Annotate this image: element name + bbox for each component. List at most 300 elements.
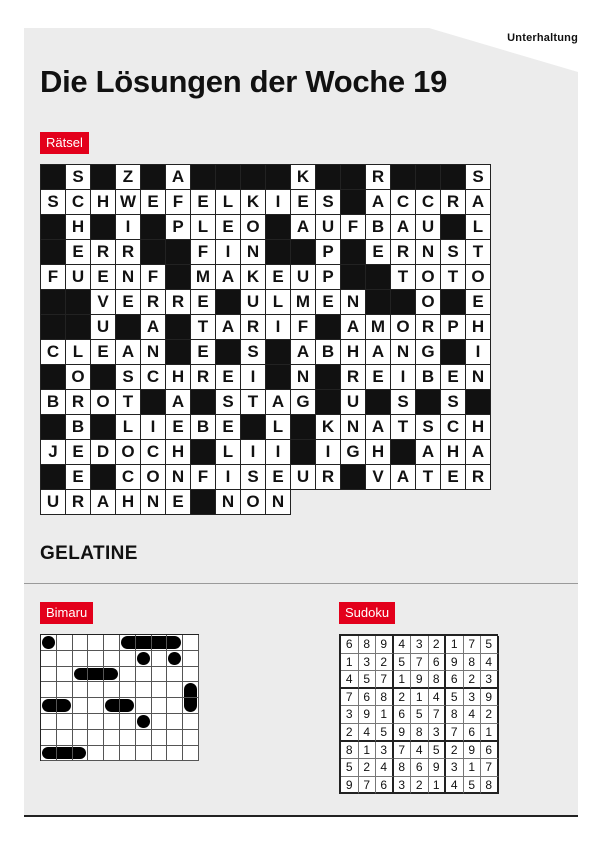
letter-cell: R	[91, 240, 116, 265]
letter-cell: T	[391, 415, 416, 440]
letter-cell: O	[416, 265, 441, 290]
water-cell	[152, 714, 168, 730]
letter-cell: B	[191, 415, 216, 440]
ship-end-left	[41, 746, 57, 762]
letter-cell: L	[266, 415, 291, 440]
water-cell	[88, 651, 104, 667]
black-cell	[441, 165, 466, 190]
submarine-segment	[136, 714, 152, 730]
letter-cell: I	[266, 315, 291, 340]
black-cell	[466, 390, 491, 415]
black-cell	[366, 390, 391, 415]
black-cell	[441, 290, 466, 315]
black-cell	[41, 465, 66, 490]
letter-cell: E	[166, 415, 191, 440]
black-cell	[141, 215, 166, 240]
letter-cell: H	[441, 440, 466, 465]
water-cell	[152, 746, 168, 762]
letter-cell: E	[266, 265, 291, 290]
letter-cell: R	[366, 165, 391, 190]
letter-cell: Z	[116, 165, 141, 190]
black-cell	[341, 465, 366, 490]
letter-cell: E	[266, 465, 291, 490]
sudoku-cell: 9	[341, 777, 359, 795]
black-cell	[316, 365, 341, 390]
sudoku-cell: 4	[446, 777, 464, 795]
letter-cell: H	[466, 415, 491, 440]
letter-cell: S	[41, 190, 66, 215]
letter-cell: H	[91, 190, 116, 215]
letter-cell: C	[141, 440, 166, 465]
crossword-grid	[40, 164, 491, 515]
letter-cell: C	[391, 190, 416, 215]
letter-cell: H	[166, 365, 191, 390]
sudoku-cell: 8	[429, 671, 447, 689]
water-cell	[57, 651, 73, 667]
sudoku-cell: 5	[446, 689, 464, 707]
letter-cell: I	[241, 365, 266, 390]
letter-cell: U	[66, 265, 91, 290]
letter-cell: O	[391, 315, 416, 340]
letter-cell: M	[191, 265, 216, 290]
sudoku-cell: 6	[429, 654, 447, 672]
letter-cell: A	[391, 215, 416, 240]
letter-cell: F	[191, 465, 216, 490]
black-cell	[366, 290, 391, 315]
empty-space	[291, 490, 316, 515]
sudoku-cell: 6	[464, 724, 482, 742]
sudoku-cell: 5	[376, 724, 394, 742]
letter-cell: N	[141, 490, 166, 515]
sudoku-cell: 6	[481, 742, 499, 760]
letter-cell: R	[241, 315, 266, 340]
empty-space	[366, 490, 391, 515]
sudoku-cell: 7	[394, 742, 412, 760]
letter-cell: U	[341, 390, 366, 415]
sudoku-cell: 6	[376, 777, 394, 795]
letter-cell: C	[41, 340, 66, 365]
sudoku-cell: 8	[464, 654, 482, 672]
letter-cell: O	[241, 215, 266, 240]
letter-cell: O	[141, 465, 166, 490]
letter-cell: R	[341, 365, 366, 390]
letter-cell: A	[266, 390, 291, 415]
letter-cell: E	[166, 490, 191, 515]
black-cell	[216, 165, 241, 190]
water-cell	[104, 635, 120, 651]
sudoku-cell: 5	[341, 759, 359, 777]
sudoku-cell: 1	[411, 689, 429, 707]
black-cell	[91, 415, 116, 440]
black-cell	[341, 265, 366, 290]
letter-cell: I	[266, 440, 291, 465]
letter-cell: D	[91, 440, 116, 465]
letter-cell: S	[441, 240, 466, 265]
letter-cell: A	[166, 390, 191, 415]
sudoku-cell: 3	[359, 654, 377, 672]
black-cell	[341, 165, 366, 190]
water-cell	[73, 714, 89, 730]
sudoku-cell: 7	[429, 706, 447, 724]
sudoku-cell: 4	[341, 671, 359, 689]
letter-cell: E	[216, 215, 241, 240]
letter-cell: L	[466, 215, 491, 240]
sudoku-cell: 7	[464, 636, 482, 654]
black-cell	[341, 190, 366, 215]
water-cell	[73, 730, 89, 746]
letter-cell: A	[291, 340, 316, 365]
letter-cell: P	[441, 315, 466, 340]
sudoku-cell: 6	[446, 671, 464, 689]
letter-cell: F	[41, 265, 66, 290]
water-cell	[104, 746, 120, 762]
letter-cell: O	[466, 265, 491, 290]
letter-cell: U	[41, 490, 66, 515]
black-cell	[191, 390, 216, 415]
water-cell	[136, 698, 152, 714]
letter-cell: L	[66, 340, 91, 365]
letter-cell: B	[316, 340, 341, 365]
letter-cell: E	[216, 415, 241, 440]
sudoku-cell: 1	[481, 724, 499, 742]
black-cell	[41, 315, 66, 340]
sudoku-cell: 1	[359, 742, 377, 760]
black-cell	[141, 390, 166, 415]
black-cell	[291, 240, 316, 265]
water-cell	[152, 682, 168, 698]
sudoku-cell: 4	[359, 724, 377, 742]
letter-cell: A	[216, 265, 241, 290]
empty-space	[416, 490, 441, 515]
water-cell	[88, 635, 104, 651]
letter-cell: N	[166, 465, 191, 490]
letter-cell: B	[366, 215, 391, 240]
letter-cell: F	[341, 215, 366, 240]
letter-cell: R	[441, 190, 466, 215]
section-divider	[24, 583, 578, 584]
water-cell	[136, 730, 152, 746]
bimaru-tag: Bimaru	[40, 602, 93, 624]
letter-cell: F	[166, 190, 191, 215]
sudoku-cell: 2	[464, 671, 482, 689]
sudoku-cell: 7	[446, 724, 464, 742]
ship-end-right	[104, 667, 120, 683]
water-cell	[152, 730, 168, 746]
water-cell	[88, 746, 104, 762]
water-cell	[104, 682, 120, 698]
ship-end-right	[57, 698, 73, 714]
letter-cell: H	[341, 340, 366, 365]
letter-cell: E	[291, 190, 316, 215]
sudoku-cell: 7	[481, 759, 499, 777]
sudoku-cell: 3	[376, 742, 394, 760]
letter-cell: E	[91, 340, 116, 365]
black-cell	[416, 390, 441, 415]
letter-cell: E	[466, 290, 491, 315]
sudoku-cell: 1	[446, 636, 464, 654]
letter-cell: U	[416, 215, 441, 240]
letter-cell: A	[166, 165, 191, 190]
water-cell	[136, 667, 152, 683]
letter-cell: U	[316, 215, 341, 240]
sudoku-cell: 2	[341, 724, 359, 742]
sudoku-cell: 5	[359, 671, 377, 689]
letter-cell: H	[66, 215, 91, 240]
black-cell	[41, 290, 66, 315]
water-cell	[57, 730, 73, 746]
empty-space	[466, 490, 491, 515]
water-cell	[183, 714, 199, 730]
letter-cell: C	[141, 365, 166, 390]
black-cell	[191, 440, 216, 465]
black-cell	[41, 365, 66, 390]
letter-cell: I	[316, 440, 341, 465]
sudoku-cell: 4	[394, 636, 412, 654]
letter-cell: J	[41, 440, 66, 465]
sudoku-cell: 4	[464, 706, 482, 724]
water-cell	[183, 746, 199, 762]
letter-cell: L	[191, 215, 216, 240]
black-cell	[91, 365, 116, 390]
water-cell	[183, 651, 199, 667]
letter-cell: C	[441, 415, 466, 440]
sudoku-cell: 3	[394, 777, 412, 795]
water-cell	[152, 651, 168, 667]
ship-end-right	[167, 635, 183, 651]
black-cell	[316, 165, 341, 190]
ship-end-left	[73, 667, 89, 683]
sudoku-cell: 3	[481, 671, 499, 689]
letter-cell: N	[391, 340, 416, 365]
water-cell	[41, 651, 57, 667]
letter-cell: C	[416, 190, 441, 215]
sudoku-cell: 5	[464, 777, 482, 795]
black-cell	[291, 415, 316, 440]
letter-cell: G	[416, 340, 441, 365]
letter-cell: S	[241, 465, 266, 490]
water-cell	[88, 682, 104, 698]
sudoku-cell: 1	[464, 759, 482, 777]
letter-cell: T	[191, 315, 216, 340]
sudoku-cell: 5	[394, 654, 412, 672]
water-cell	[88, 730, 104, 746]
letter-cell: I	[141, 415, 166, 440]
black-cell	[266, 340, 291, 365]
letter-cell: N	[341, 290, 366, 315]
letter-cell: R	[66, 390, 91, 415]
sudoku-cell: 6	[394, 706, 412, 724]
letter-cell: K	[241, 265, 266, 290]
ship-end-left	[120, 635, 136, 651]
water-cell	[183, 635, 199, 651]
sudoku-cell: 2	[376, 654, 394, 672]
letter-cell: A	[366, 190, 391, 215]
letter-cell: E	[441, 365, 466, 390]
letter-cell: E	[191, 290, 216, 315]
water-cell	[73, 698, 89, 714]
sudoku-cell: 6	[359, 689, 377, 707]
ship-end-top	[183, 682, 199, 698]
water-cell	[167, 730, 183, 746]
ship-end-right	[120, 698, 136, 714]
sudoku-cell: 1	[394, 671, 412, 689]
letter-cell: F	[291, 315, 316, 340]
letter-cell: N	[416, 240, 441, 265]
sudoku-cell: 2	[411, 777, 429, 795]
black-cell	[266, 165, 291, 190]
black-cell	[266, 240, 291, 265]
letter-cell: E	[366, 365, 391, 390]
letter-cell: N	[466, 365, 491, 390]
black-cell	[241, 165, 266, 190]
letter-cell: I	[241, 440, 266, 465]
letter-cell: S	[391, 390, 416, 415]
empty-space	[316, 490, 341, 515]
water-cell	[73, 682, 89, 698]
black-cell	[116, 315, 141, 340]
letter-cell: T	[466, 240, 491, 265]
black-cell	[141, 240, 166, 265]
letter-cell: N	[341, 415, 366, 440]
water-cell	[120, 714, 136, 730]
water-cell	[73, 635, 89, 651]
letter-cell: N	[241, 240, 266, 265]
sudoku-cell: 3	[341, 706, 359, 724]
letter-cell: A	[466, 190, 491, 215]
letter-cell: A	[341, 315, 366, 340]
sudoku-cell: 9	[359, 706, 377, 724]
letter-cell: L	[216, 440, 241, 465]
letter-cell: S	[241, 340, 266, 365]
water-cell	[41, 714, 57, 730]
sudoku-cell: 3	[411, 636, 429, 654]
water-cell	[73, 651, 89, 667]
black-cell	[391, 165, 416, 190]
black-cell	[316, 390, 341, 415]
page-title: Die Lösungen der Woche 19	[40, 64, 448, 99]
sudoku-cell: 2	[446, 742, 464, 760]
letter-cell: I	[391, 365, 416, 390]
letter-cell: O	[241, 490, 266, 515]
black-cell	[41, 165, 66, 190]
sudoku-tag: Sudoku	[339, 602, 395, 624]
letter-cell: E	[66, 440, 91, 465]
ship-end-bottom	[183, 698, 199, 714]
letter-cell: O	[66, 365, 91, 390]
letter-cell: S	[66, 165, 91, 190]
letter-cell: S	[216, 390, 241, 415]
water-cell	[104, 714, 120, 730]
letter-cell: H	[166, 440, 191, 465]
sudoku-cell: 2	[429, 636, 447, 654]
black-cell	[66, 290, 91, 315]
letter-cell: O	[116, 440, 141, 465]
water-cell	[104, 730, 120, 746]
letter-cell: E	[191, 340, 216, 365]
letter-cell: L	[116, 415, 141, 440]
sudoku-cell: 9	[464, 742, 482, 760]
sudoku-cell: 6	[341, 636, 359, 654]
sudoku-cell: 4	[481, 654, 499, 672]
letter-cell: I	[216, 465, 241, 490]
letter-cell: E	[366, 240, 391, 265]
letter-cell: V	[366, 465, 391, 490]
letter-cell: T	[416, 465, 441, 490]
letter-cell: E	[91, 265, 116, 290]
water-cell	[57, 714, 73, 730]
black-cell	[41, 415, 66, 440]
sudoku-cell: 3	[464, 689, 482, 707]
letter-cell: U	[291, 265, 316, 290]
letter-cell: I	[216, 240, 241, 265]
letter-cell: E	[66, 240, 91, 265]
letter-cell: I	[116, 215, 141, 240]
water-cell	[183, 730, 199, 746]
water-cell	[57, 682, 73, 698]
ship-middle	[88, 667, 104, 683]
letter-cell: K	[291, 165, 316, 190]
letter-cell: A	[291, 215, 316, 240]
letter-cell: P	[316, 265, 341, 290]
sudoku-cell: 8	[411, 724, 429, 742]
black-cell	[266, 215, 291, 240]
letter-cell: M	[366, 315, 391, 340]
letter-cell: U	[291, 465, 316, 490]
black-cell	[216, 340, 241, 365]
black-cell	[166, 315, 191, 340]
letter-cell: I	[266, 190, 291, 215]
sudoku-cell: 7	[359, 777, 377, 795]
water-cell	[167, 682, 183, 698]
letter-cell: U	[241, 290, 266, 315]
ship-middle	[152, 635, 168, 651]
sudoku-cell: 8	[481, 777, 499, 795]
black-cell	[241, 415, 266, 440]
letter-cell: K	[316, 415, 341, 440]
letter-cell: O	[91, 390, 116, 415]
water-cell	[88, 714, 104, 730]
letter-cell: A	[466, 440, 491, 465]
letter-cell: E	[441, 465, 466, 490]
black-cell	[366, 265, 391, 290]
water-cell	[120, 746, 136, 762]
letter-cell: A	[216, 315, 241, 340]
ship-end-left	[41, 698, 57, 714]
water-cell	[120, 730, 136, 746]
letter-cell: W	[116, 190, 141, 215]
letter-cell: H	[116, 490, 141, 515]
letter-cell: F	[141, 265, 166, 290]
sudoku-cell: 6	[411, 759, 429, 777]
letter-cell: R	[66, 490, 91, 515]
letter-cell: U	[91, 315, 116, 340]
letter-cell: A	[141, 315, 166, 340]
black-cell	[441, 340, 466, 365]
raetsel-tag: Rätsel	[40, 132, 89, 154]
letter-cell: G	[291, 390, 316, 415]
ship-middle	[57, 746, 73, 762]
black-cell	[416, 165, 441, 190]
letter-cell: R	[166, 290, 191, 315]
sudoku-cell: 9	[394, 724, 412, 742]
sudoku-cell: 2	[481, 706, 499, 724]
sudoku-cell: 8	[446, 706, 464, 724]
ship-middle	[136, 635, 152, 651]
sudoku-cell: 3	[429, 724, 447, 742]
letter-cell: S	[441, 390, 466, 415]
water-cell	[136, 746, 152, 762]
letter-cell: E	[216, 365, 241, 390]
